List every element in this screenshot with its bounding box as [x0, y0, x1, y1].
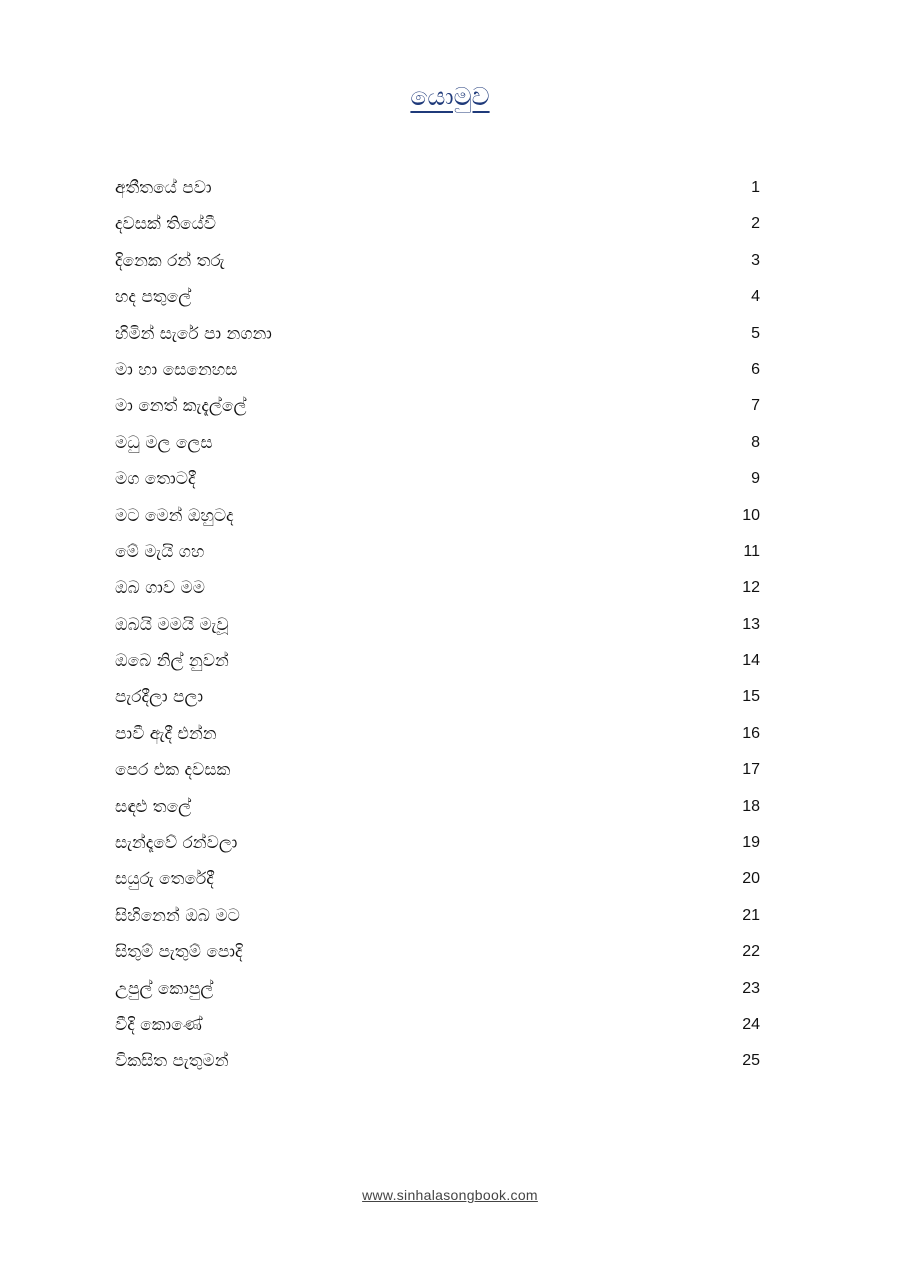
toc-entry-page-number: 2	[751, 215, 760, 233]
toc-entry-title: උපුල් කොපුල්	[115, 978, 214, 999]
toc-entry-page-number: 25	[742, 1052, 760, 1070]
table-of-contents	[115, 170, 760, 1080]
toc-entry[interactable]	[115, 971, 760, 1007]
toc-entry-page-number: 13	[742, 615, 760, 633]
toc-entry[interactable]	[115, 607, 760, 643]
toc-entry-title: සඳළු තලේ	[115, 796, 192, 817]
toc-entry-page-number: 24	[742, 1015, 760, 1033]
toc-entry-title: මට මෙන් ඔහුටද	[115, 505, 234, 526]
toc-entry-page-number: 23	[742, 979, 760, 997]
toc-entry-title: සිතුම් පැතුම් පොදි	[115, 942, 243, 963]
toc-entry-page-number: 1	[751, 179, 760, 196]
toc-entry[interactable]	[115, 1043, 760, 1079]
toc-entry-page-number: 14	[742, 652, 760, 670]
toc-entry[interactable]	[115, 898, 760, 934]
toc-entry-title: අතීතයේ පවා	[115, 178, 212, 198]
toc-entry[interactable]	[115, 934, 760, 970]
toc-entry[interactable]	[115, 170, 760, 206]
toc-entry-title: පැරදීලා පලා	[115, 687, 204, 708]
toc-entry[interactable]	[115, 461, 760, 497]
toc-entry-title: ඔබ ගාව මම	[115, 578, 205, 599]
toc-entry-title: සයුරු තෙරේදී	[115, 869, 214, 890]
toc-entry-page-number: 5	[751, 324, 760, 342]
toc-entry-page-number: 8	[751, 433, 760, 451]
toc-entry-title: සැන්දෑවේ රන්වලා	[115, 833, 238, 854]
toc-entry-page-number: 15	[742, 688, 760, 706]
toc-entry-page-number: 3	[751, 251, 760, 269]
toc-entry-page-number: 6	[751, 360, 760, 378]
toc-entry-page-number: 7	[751, 397, 760, 415]
toc-entry-page-number: 19	[742, 834, 760, 852]
toc-entry[interactable]	[115, 534, 760, 570]
toc-entry-title: දිනෙක රන් තරු	[115, 250, 225, 271]
toc-entry[interactable]	[115, 643, 760, 679]
toc-entry-title: පාවී ඇදී එන්න	[115, 723, 217, 744]
toc-entry-title: වීදි කොණේ	[115, 1014, 202, 1035]
toc-entry-page-number: 10	[742, 506, 760, 524]
toc-entry-page-number: 16	[742, 724, 760, 742]
toc-entry[interactable]	[115, 1007, 760, 1043]
toc-entry[interactable]	[115, 425, 760, 461]
toc-entry-title: ඔබයි මමයි මැවූ	[115, 614, 229, 635]
toc-entry-title: මා හා සෙනෙහස	[115, 359, 238, 380]
toc-entry[interactable]	[115, 316, 760, 352]
toc-entry-title: සිහිනෙන් ඔබ මට	[115, 905, 240, 926]
toc-entry-title: මේ මැයි ගහ	[115, 541, 205, 562]
toc-entry-page-number: 12	[742, 579, 760, 597]
toc-entry[interactable]	[115, 679, 760, 715]
toc-entry-page-number: 4	[751, 288, 760, 306]
toc-entry-page-number: 21	[742, 906, 760, 924]
toc-entry-title: ඔබෙ නිල් නුවන්	[115, 651, 229, 672]
toc-entry[interactable]	[115, 206, 760, 242]
toc-entry-title: මා නෙත් කැදැල්ලේ	[115, 396, 247, 417]
toc-entry[interactable]	[115, 243, 760, 279]
toc-entry-page-number: 18	[742, 797, 760, 815]
toc-entry-page-number: 11	[743, 542, 760, 560]
toc-entry-title: හිමින් සැරේ පා නගනා	[115, 323, 272, 344]
toc-entry-title: හද පතුලේ	[115, 287, 192, 308]
toc-entry[interactable]	[115, 861, 760, 897]
toc-entry-page-number: 17	[742, 761, 760, 779]
toc-entry-title: විකසිත පැතුමන්	[115, 1051, 229, 1072]
toc-entry-page-number: 20	[742, 870, 760, 888]
toc-entry-title: දවසක් තියේවී	[115, 214, 217, 235]
toc-entry-page-number: 9	[751, 470, 760, 488]
footer-website-link[interactable]: www.sinhalasongbook.com	[362, 1187, 538, 1203]
toc-entry[interactable]	[115, 498, 760, 534]
toc-entry[interactable]	[115, 752, 760, 788]
toc-entry[interactable]	[115, 789, 760, 825]
toc-entry[interactable]	[115, 716, 760, 752]
toc-entry[interactable]	[115, 825, 760, 861]
toc-entry-page-number: 22	[742, 943, 760, 961]
toc-entry[interactable]	[115, 279, 760, 315]
toc-entry-title: පෙර එක දවසක	[115, 760, 231, 781]
toc-entry-title: මග තොටදී	[115, 469, 196, 490]
toc-entry[interactable]	[115, 570, 760, 606]
toc-entry[interactable]	[115, 352, 760, 388]
toc-entry[interactable]	[115, 388, 760, 424]
toc-entry-title: මධු මල ලෙස	[115, 432, 213, 453]
page-title: යොමුව	[410, 82, 490, 111]
